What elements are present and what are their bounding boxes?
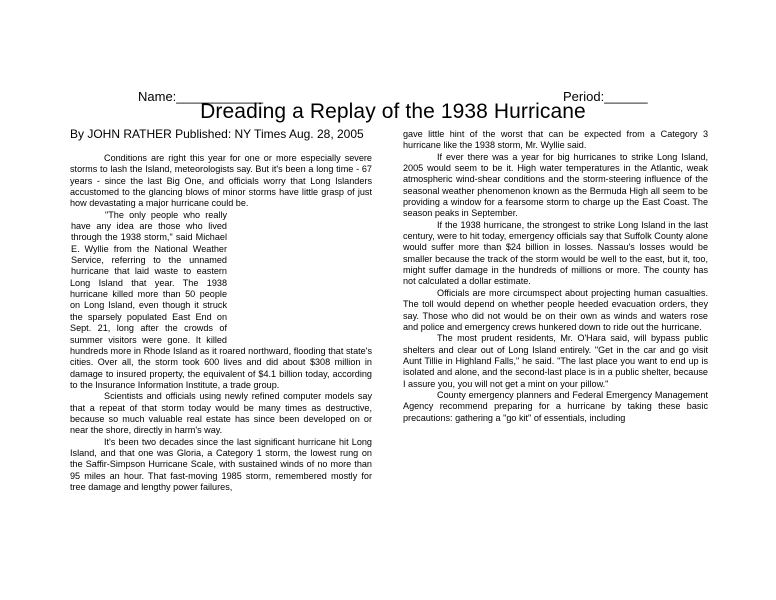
name-field-label: Name:____________ xyxy=(138,89,264,104)
paragraph: It's been two decades since the last significant hurricane hit Long Island, and that one was Gloria, a Category 1 storm, the lowest rung on the Saffir-Simpson Hurricane Scale, with sustained winds of no more than 95 miles an hour. That fast-moving 1985 storm, remembered mostly for tree damage and lengthy power failures, xyxy=(70,436,372,492)
paragraph: The most prudent residents, Mr. O'Hara said, will bypass public shelters and clear out of Long Island entirely. "Get in the car and go visit Aunt Tillie in Highland Falls," he said. "The last place you want to end up is isolated and alone, and the second-last place is in a public shelter, because I assure you, you will not get a mint on your pillow." xyxy=(403,333,708,389)
paragraph: Conditions are right this year for one or more especially severe storms to lash the Island, meteorologists say. But it's been a long time - 67 years - since the last Big One, and officials worry that Long Islanders accustomed to the glancing blows of minor storms have little grasp of just how devastating a major hurricane could be. xyxy=(70,153,372,209)
article-column-left xyxy=(70,153,372,493)
period-field-label: Period:______ xyxy=(563,89,648,104)
paragraph: gave little hint of the worst that can be expected from a Category 3 hurricane like the 1938 storm, Mr. Wyllie said. xyxy=(403,129,708,151)
image-placeholder-left xyxy=(227,210,372,346)
paragraph: "The only people who really have any idea are those who lived through the 1938 storm," said Michael E. Wyllie from the National Weather Service, referring to the unnamed hurricane that laid waste to eastern Long Island that year. The 1938 hurricane killed more than 50 people on Long Island, even though it struck the sparsely populated East End on Sept. 21, long after the crowds of summer visitors were gone. It killed hundreds more in Rhode Island as it roared northward, flooding that state's cities. Over all, the storm took 600 lives and did about $308 million in damage to insured property, the equivalent of $4.1 billion today, according to the Insurance Information Institute, a trade group. xyxy=(70,209,372,390)
paragraph: County emergency planners and Federal Emergency Management Agency recommend preparing for a hurricane by taking these basic precautions: gathering a "go kit" of essentials, including xyxy=(403,389,708,423)
article-byline: By JOHN RATHER Published: NY Times Aug. 28, 2005 xyxy=(70,127,364,141)
paragraph: Scientists and officials using newly refined computer models say that a repeat of that storm today would be many times as destructive, because so much valuable real estate has since been developed on or near the shore, directly in harm's way. xyxy=(70,391,372,436)
paragraph: If ever there was a year for big hurricanes to strike Long Island, 2005 would seem to be it. High water temperatures in the Atlantic, weak atmospheric wind-shear conditions and the storm-steering influence of the seasonal weather phenomenon known as the Bermuda High all seem to be providing a window for a fearsome storm to charge up the East Coast. The season peaks in September. xyxy=(403,151,708,219)
paragraph: Officials are more circumspect about projecting human casualties. The toll would depend on whether people heeded evacuation orders, they say. Those who did not would be on their own as winds and waters rose and police and emergency crews hunkered down to ride out the hurricane. xyxy=(403,287,708,332)
article-column-right xyxy=(403,129,708,424)
article-title: Dreading a Replay of the 1938 Hurricane xyxy=(200,100,586,123)
paragraph: If the 1938 hurricane, the strongest to strike Long Island in the last century, were to hit today, emergency officials say that Suffolk County alone would suffer more than $24 billion in losses. Nassau's losses would be smaller because the track of the storm would be well to the east, but it, too, might suffer damage in the hundreds of millions or more. The county has not calculated a dollar estimate. xyxy=(403,219,708,287)
